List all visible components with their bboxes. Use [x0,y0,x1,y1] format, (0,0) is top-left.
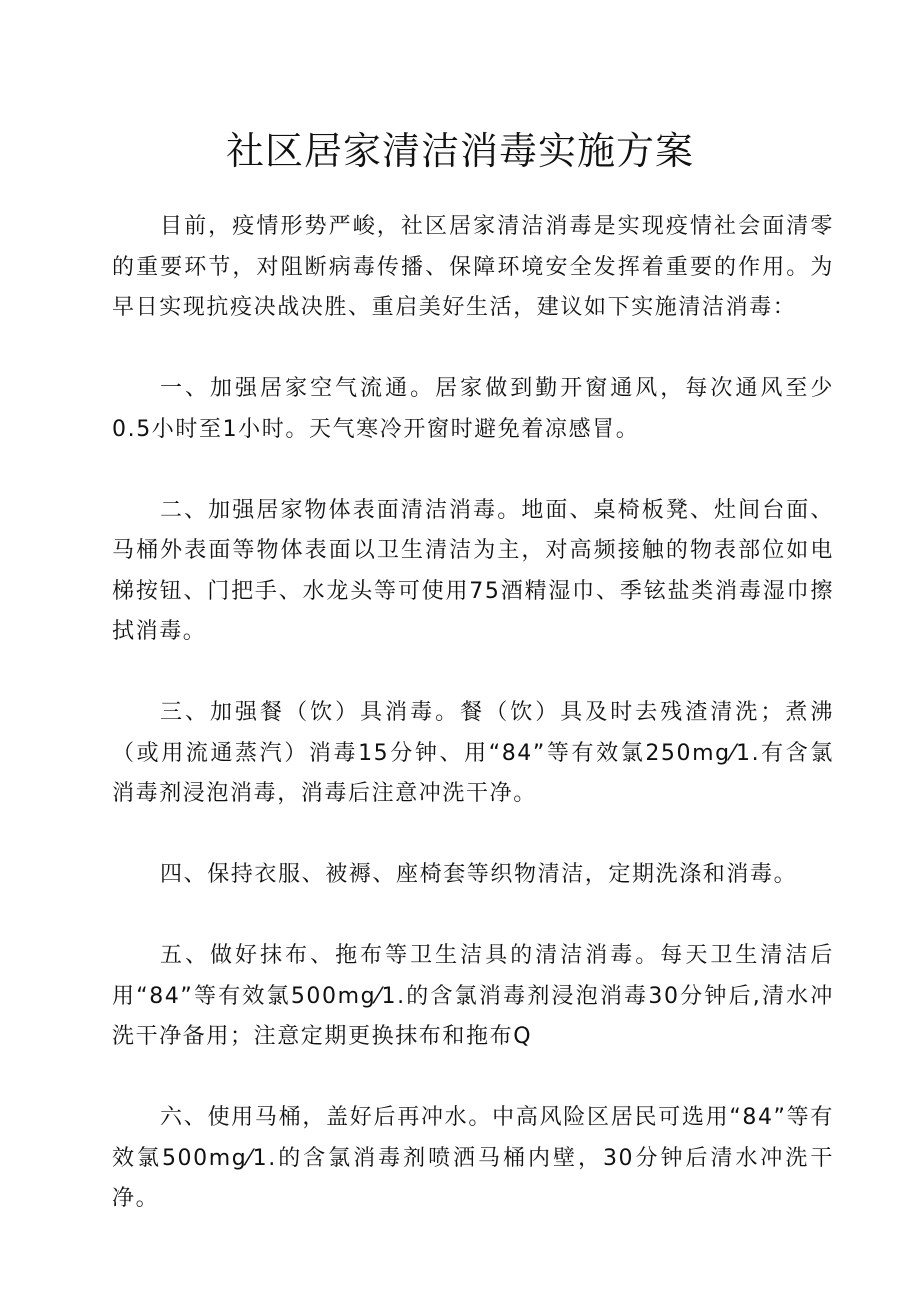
document-title: 社区居家清洁消毒实施方案 [225,129,694,173]
paragraph-5-cleaning-tools: 五、做好抹布、拖布等卫生洁具的清洁消毒。每天卫生清洁后用“84”等有效氯500mg⁄1.的含氯消毒剂浸泡消毒30分钟后,清水冲洗干净备用；注意定期更换抹布和拖布Q [112,943,834,1049]
paragraph-4-fabrics: 四、保持衣服、被褥、座椅套等织物清洁，定期洗涤和消毒。 [160,862,798,887]
paragraph-1-air-circulation: 一、加强居家空气流通。居家做到勤开窗通风，每次通风至少0.5小时至1小时。天气寒冷开窗时避免着凉感冒。 [112,376,834,442]
document-body [112,207,834,1260]
paragraph-2-surface-disinfection: 二、加强居家物体表面清洁消毒。地面、桌椅板凳、灶间台面、马桶外表面等物体表面以卫生清洁为主，对高频接触的物表部位如电梯按钮、门把手、水龙头等可使用75酒精湿巾、季铉盐类消毒湿巾擦拭消毒。 [112,497,834,644]
paragraph-3-tableware-disinfection: 三、加强餐（饮）具消毒。餐（饮）具及时去残渣清洗；煮沸（或用流通蒸汽）消毒15分钟、用“84”等有效氯250mg⁄1.有含氯消毒剂浸泡消毒，消毒后注意冲洗干净。 [112,700,834,806]
paragraph-intro: 目前，疫情形势严峻，社区居家清洁消毒是实现疫情社会面清零的重要环节，对阻断病毒传播、保障环境安全发挥着重要的作用。为早日实现抗疫决战决胜、重启美好生活，建议如下实施清洁消毒： [112,214,834,320]
paragraph-6-toilet: 六、使用马桶，盖好后再冲水。中高风险区居民可选用“84”等有效氯500mg⁄1.的含氯消毒剂喷洒马桶内壁，30分钟后清水冲洗干净。 [112,1105,834,1211]
